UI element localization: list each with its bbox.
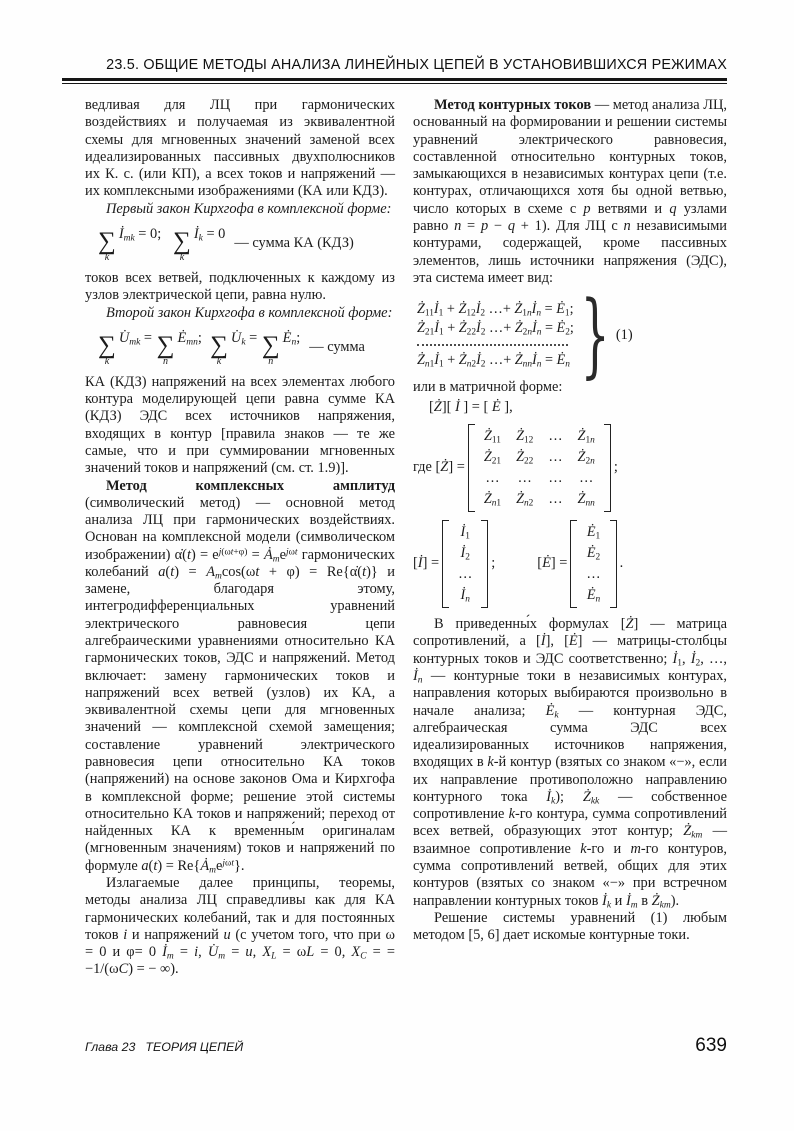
matrix-bracket-right: [481, 520, 488, 608]
formula-caption: — сумма КА (КДЗ): [234, 235, 354, 252]
matrix-cell: …: [586, 566, 601, 583]
matrix-cell: …: [548, 469, 563, 486]
current-vector-label: [İ] =: [413, 555, 440, 572]
equation-line: $Ż_{11}İ_1$ + $Ż_{12}İ_2$ …+ $Ż_{1n}İ_n$ = $Ė_1$;: [417, 301, 574, 319]
formula-math: ∑ k $U̇_{mk}$ = ∑ n $Ė_{mn}$; ∑ k $U̇_k$ = ∑ n $Ė_n$;: [98, 329, 301, 367]
vector-punctuation: .: [619, 555, 624, 572]
matrix-cell: $Ż_{n2}$: [516, 490, 534, 509]
formula-kirchhoff-current: [97, 226, 395, 262]
matrix-cell: …: [548, 490, 563, 507]
emf-vector: [570, 520, 616, 608]
vector-punctuation: ;: [491, 555, 496, 572]
kirchhoff-first-law-title: Первый закон Кирхгофа в комплексной форме:: [106, 200, 392, 217]
dots-separator: [417, 344, 568, 346]
matrix-cell: $Ė_1$: [586, 523, 601, 542]
paragraph-continuation: ведливая для ЛЦ при гармонических воздействиях и получаемая из эквивалентной схемы для мгновенных значений заменой всех идеализированных пассивных двухполюсников их К. с. (или КП), а всех токов и напряжений — их комплексными изображениями (КА или КДЗ).: [85, 97, 395, 200]
vector-grid: [449, 520, 481, 608]
matrix-bracket-left: [468, 424, 475, 512]
current-vector: [442, 520, 488, 608]
paragraph-loop-current-method: Метод контурных токов — метод анализа ЛЦ, основанный на формировании и решении системы уравнений электрического равновесия, составленной относительно контурных токов, замыкающихся в независимых контурах цепи (т.е. контурах, отличающихся хотя бы одной ветвью, число которых в схеме с p ветвями и q узлами равно n = p − q + 1). Для ЛЦ с n независимыми контурами, содержащей, кроме пассивных элементов, лишь источники напряжения (ЭДС), эта система имеет вид:: [413, 97, 728, 286]
matrix-cell: $Ż_{21}$: [483, 448, 502, 467]
section-header-title: 23.5. ОБЩИЕ МЕТОДЫ АНАЛИЗА ЛИНЕЙНЫХ ЦЕПЕЙ В УСТАНОВИВШИХСЯ РЕЖИМАХ: [106, 57, 727, 73]
paragraph-applicability: Излагаемые далее принципы, теоремы, методы анализа ЛЦ справедливы как для КА гармонических колебаний, так и для постоянных токов i и напряжений u (с учетом того, что при ω = 0 и φ= 0 $İ_m = i$, $U̇_m = u$, $X_L = \omega L = 0$, $X_C$ = = −1/(ωC) = − ∞).: [85, 874, 395, 978]
matrix-cell: $Ż_{2n}$: [577, 448, 595, 467]
matrix-cell: $Ż_{11}$: [484, 427, 501, 446]
matrix-cell: …: [548, 427, 563, 444]
left-column: [85, 97, 395, 979]
header-rule-thick: [62, 78, 727, 81]
matrix-cell: $İ_2$: [460, 545, 470, 563]
matrix-bracket-left: [442, 520, 449, 608]
paragraph-formula-explanation: В приведенны́х формулах [Ż] — матрица сопротивлений, а [İ], [Ė] — матрицы-столбцы контурных токов и ЭДС соответственно; $İ_1$, $İ_2$, …, $İ_n$ — контурные токи в независимых контурах, направления которых выбираются произвольно в начале анализа; $Ė_k$ — контурная ЭДС, алгебраическая сумма ЭДС всех идеализированных источников напряжения, входящих в k-й контур (взятых со знаком «−», если их направление противоположно направлению контурного тока $İ_k$); $Ż_{kk}$ — собственное сопротивление k-го контура, сумма сопротивлений всех ветвей, образующих этот контур; $Ż_{km}$ — взаимное сопротивление k-го и m-го контуров, сумма сопротивлений ветвей, общих для этих контуров (взятых со знаком «−» при встречном направлении контурных токов $İ_k$ и $İ_m$ в $Ż_{km}$).: [413, 616, 727, 911]
matrix-cell: $Ż_{n1}$: [483, 490, 502, 509]
matrix-cell: …: [458, 566, 473, 583]
matrix-cell: $Ż_{12}$: [516, 427, 534, 446]
formula-caption: — сумма: [309, 339, 365, 356]
matrix-grid: [475, 424, 604, 512]
paragraph-kcl-text: токов всех ветвей, подключенных к каждому из узлов электрической цепи, равна нулю.: [85, 269, 395, 304]
header-rule-thin: [62, 83, 727, 84]
vector-definitions: [413, 520, 727, 608]
matrix-cell: $İ_n$: [460, 587, 470, 605]
system-brace: }: [580, 281, 610, 389]
matrix-cell: …: [548, 448, 563, 465]
kirchhoff-second-law-title: Второй закон Кирхгофа в комплексной форме:: [106, 304, 393, 321]
matrix-cell: …: [517, 469, 532, 486]
matrix-punctuation: ;: [613, 459, 618, 476]
impedance-matrix: [468, 424, 611, 512]
footer-chapter-title: ТЕОРИЯ ЦЕПЕЙ: [145, 1040, 244, 1054]
paragraph-complex-amplitudes-method: Метод комплексных амплитуд (символический метод) — основной метод анализа ЛЦ при гармонических воздействиях. Основан на комплексной модели (символическом изображении) α̇(t) = $e^{j(\omega t+\varphi)}$ = $Ȧ_me^{j\omega t}$ гармонических колебаний $a(t) = A_m\cos(\omega t + \varphi)$ = Re{α̇(t)} и замене, благодаря этому, интегродифференциальных уравнений электрического равновесия цепи алгебраическими уравнениями относительно КА гармонических токов, ЭДС и напряжений. Метод включает: замену гармонических токов и напряжений всех ветвей (узлов) их КА, а эквивалентной схемы цепи для мгновенных значений — комплексной схемой замещения; составление уравнений электрического равновесия цепи относительно КА токов (напряжений) на основе законов Ома и Кирхгофа в комплексной форме; решение этой системы относительно КА токов и напряжений; переход от найденных КА к временны́м оригиналам (мгновенным значениям) токов и напряжений по формуле $a(t) = Re\{Ȧ_me^{j\omega t}\}$.: [85, 477, 396, 876]
text-columns: [85, 97, 727, 979]
matrix-bracket-left: [570, 520, 577, 608]
matrix-cell: $Ż_{nn}$: [577, 490, 595, 509]
footer-chapter: [85, 1040, 243, 1054]
equation-line: $Ż_{n1}İ_1$ + $Ż_{n2}İ_2$ …+ $Ż_{nn}İ_n$ = $Ė_n$: [417, 352, 570, 370]
paragraph-matrix-form-intro: или в матричной форме:: [413, 379, 563, 396]
matrix-cell: …: [579, 469, 594, 486]
equation-lines: [417, 301, 574, 369]
paragraph-kvl-text: КА (КДЗ) напряжений на всех элементах любого контура моделирующей цепи равна сумме КА (КДЗ) ЭДС всех источников напряжения, входящих в контур [правила знаков — те же самые, что и при суммировании мгновенных значений токов и напряжений (см. ст. 1.9)].: [85, 373, 395, 477]
matrix-equation: [Ż][ İ ] = [ Ė ],: [429, 398, 513, 415]
matrix-cell: $Ż_{22}$: [516, 448, 534, 467]
matrix-cell: $Ė_n$: [586, 587, 601, 605]
page-number: 639: [695, 1035, 727, 1056]
formula-kirchhoff-voltage: [97, 330, 395, 366]
impedance-matrix-definition: [413, 424, 727, 512]
matrix-cell: $Ż_{1n}$: [577, 427, 595, 446]
page-header: [62, 57, 727, 84]
emf-vector-label: [Ė] =: [537, 555, 568, 572]
vector-grid: [577, 520, 609, 608]
matrix-cell: …: [485, 469, 500, 486]
equation-number: (1): [615, 326, 633, 343]
footer-chapter-number: Глава 23: [85, 1040, 136, 1054]
equation-line: $Ż_{21}İ_1$ + $Ż_{22}İ_2$ …+ $Ż_{2n}İ_n$ = $Ė_2$;: [417, 320, 574, 338]
right-column: [413, 97, 727, 979]
matrix-bracket-right: [610, 520, 617, 608]
where-label: где [Ż] =: [413, 459, 465, 476]
formula-math: ∑ k $İ_{mk} = 0$; ∑ k $İ_k = 0$: [98, 225, 226, 263]
matrix-cell: $İ_1$: [460, 523, 470, 542]
matrix-bracket-right: [604, 424, 611, 512]
page-footer: [85, 1035, 727, 1057]
matrix-cell: $Ė_2$: [586, 545, 601, 563]
paragraph-solution: Решение системы уравнений (1) любым методом [5, 6] дает искомые контурные токи.: [413, 909, 727, 944]
